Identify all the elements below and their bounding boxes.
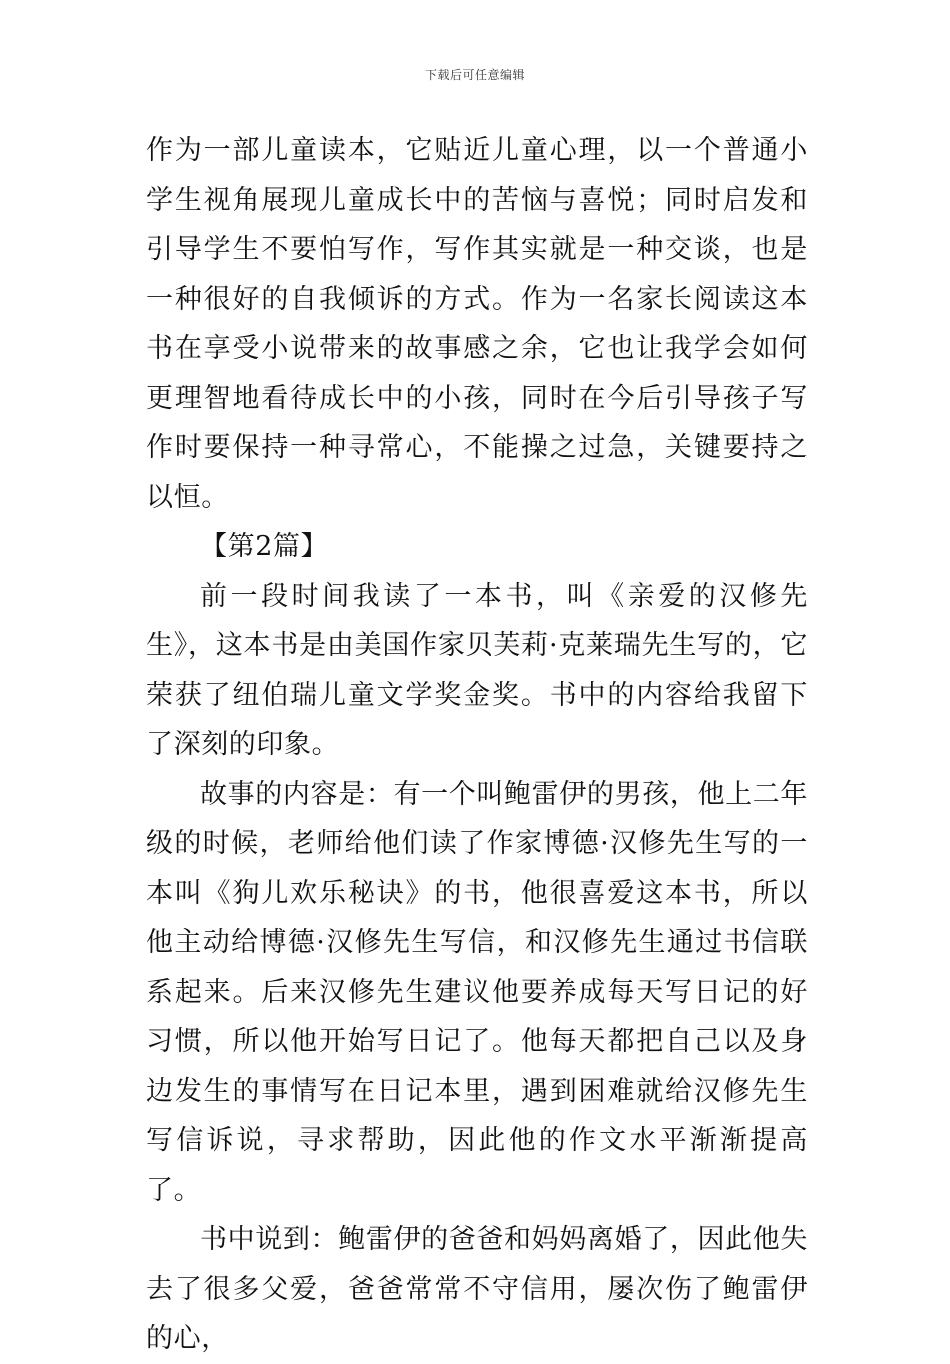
document-body	[146, 126, 808, 1364]
paragraph-4: 书中说到：鲍雷伊的爸爸和妈妈离婚了，因此他失去了很多父爱，爸爸常常不守信用，屡次伤了鲍雷伊的心，	[146, 1224, 808, 1354]
page-header: 下载后可任意编辑	[424, 68, 525, 82]
paragraph-3: 故事的内容是：有一个叫鲍雷伊的男孩，他上二年级的时候，老师给他们读了作家博德·汉修先生写的一本叫《狗儿欢乐秘诀》的书，他很喜爱这本书，所以他主动给博德·汉修先生写信，和汉修先生通过书信联系起来。后来汉修先生建议他要养成每天写日记的好习惯，所以他开始写日记了。他每天都把自己以及身边发生的事情写在日记本里，遇到困难就给汉修先生写信诉说，寻求帮助，因此他的作文水平渐渐提高了。	[146, 778, 808, 1206]
paragraph-2: 前一段时间我读了一本书，叫《亲爱的汉修先生》，这本书是由美国作家贝芙莉·克莱瑞先生写的，它荣获了纽伯瑞儿童文学奖金奖。书中的内容给我留下了深刻的印象。	[146, 580, 808, 760]
section-heading: 【第2篇】	[200, 531, 329, 562]
paragraph-1: 作为一部儿童读本，它贴近儿童心理，以一个普通小学生视角展现儿童成长中的苦恼与喜悦；同时启发和引导学生不要怕写作，写作其实就是一种交谈，也是一种很好的自我倾诉的方式。作为一名家长阅读这本书在享受小说带来的故事感之余，它也让我学会如何更理智地看待成长中的小孩，同时在今后引导孩子写作时要保持一种寻常心，不能操之过急，关键要持之以恒。	[146, 135, 808, 513]
